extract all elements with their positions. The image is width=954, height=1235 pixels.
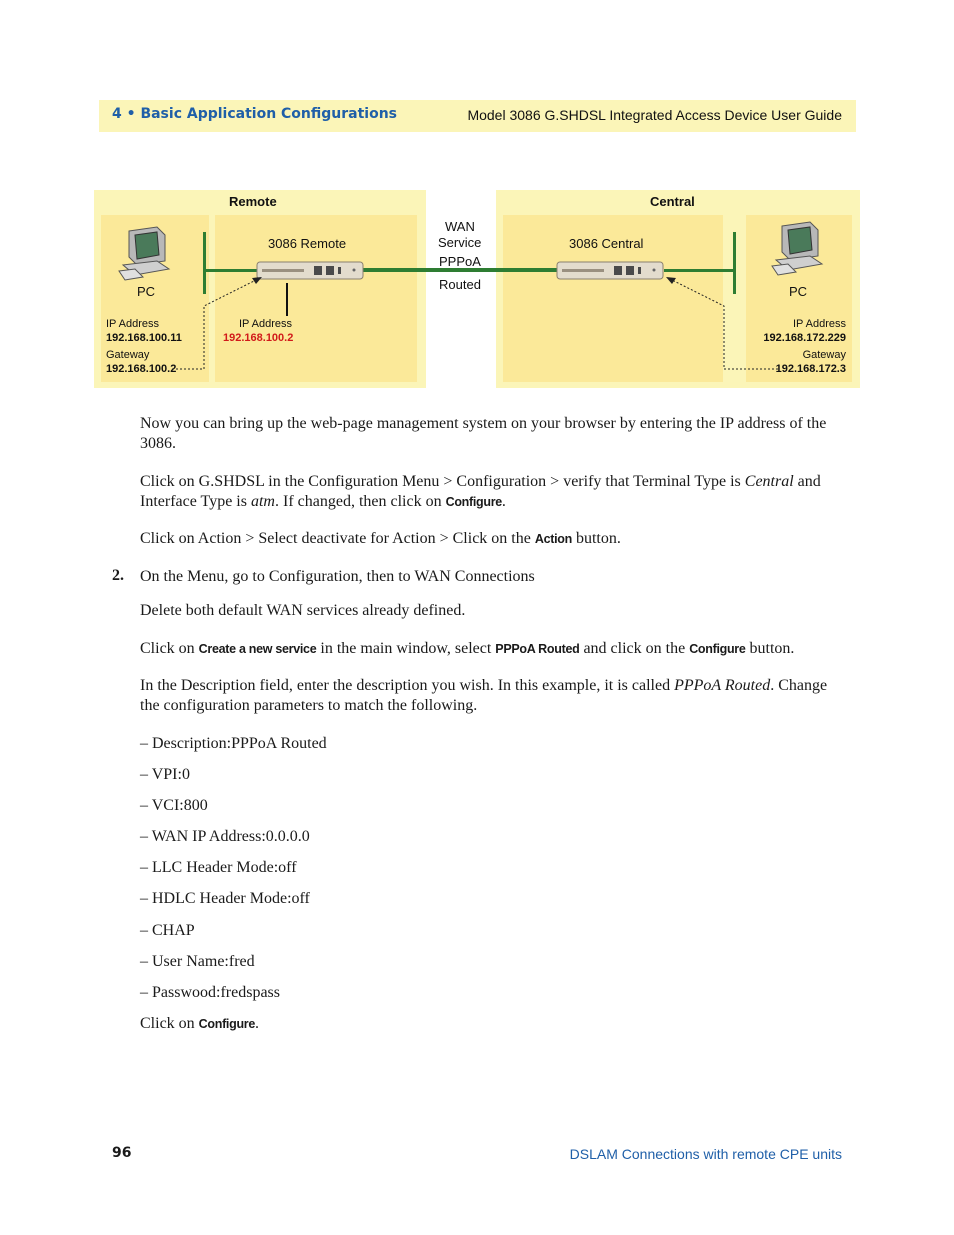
remote-ip-value: 192.168.100.11 bbox=[106, 332, 182, 344]
remote-device-ip-label: IP Address bbox=[239, 318, 292, 330]
remote-gateway-value: 192.168.100.2 bbox=[106, 363, 177, 375]
remote-gateway-label: Gateway bbox=[106, 349, 150, 361]
wan-label-line1: WAN bbox=[445, 219, 475, 234]
central-device-label: 3086 Central bbox=[569, 236, 644, 251]
configure-button-ref: Configure bbox=[689, 642, 746, 656]
list-item: – Passwood:fredspass bbox=[140, 984, 280, 1001]
configure-button-ref: Configure bbox=[198, 1017, 255, 1031]
central-ip-value: 192.168.172.229 bbox=[763, 332, 846, 344]
remote-title: Remote bbox=[229, 194, 277, 209]
remote-pc-label: PC bbox=[137, 284, 156, 299]
step-2-text: On the Menu, go to Configuration, then to WAN Connections bbox=[140, 568, 535, 585]
remote-pc-icon bbox=[117, 225, 177, 281]
paragraph-final-configure: Click on Configure. bbox=[140, 1015, 259, 1032]
configure-button-ref: Configure bbox=[445, 495, 502, 509]
central-pc-label: PC bbox=[789, 284, 808, 299]
paragraph-create-service: Click on Create a new service in the main window, select PPPoA Routed and click on the Configure button. bbox=[140, 640, 795, 657]
paragraph-delete: Delete both default WAN services already defined. bbox=[140, 602, 466, 619]
central-gateway-label: Gateway bbox=[802, 349, 846, 361]
remote-device-label: 3086 Remote bbox=[268, 236, 347, 251]
step-number: 2. bbox=[112, 567, 124, 584]
paragraph-gshdsl: Click on G.SHDSL in the Configuration Menu > Configuration > verify that Terminal Type is Central and Interface Type is atm. If changed, then click on Configure. bbox=[140, 473, 821, 510]
central-3086-device-icon bbox=[556, 260, 666, 282]
wan-label-line2: Service bbox=[438, 235, 482, 250]
remote-device-ip-value: 192.168.100.2 bbox=[223, 332, 294, 344]
guide-title: Model 3086 G.SHDSL Integrated Access Device User Guide bbox=[467, 107, 842, 123]
central-pc-icon bbox=[770, 220, 830, 276]
create-service-ref: Create a new service bbox=[198, 642, 317, 656]
pppoa-routed-ref: PPPoA Routed bbox=[495, 642, 580, 656]
list-item: – VCI:800 bbox=[140, 797, 208, 814]
central-gateway-value: 192.168.172.3 bbox=[775, 363, 846, 375]
list-item: – LLC Header Mode:off bbox=[140, 859, 297, 876]
list-item: – User Name:fred bbox=[140, 953, 255, 970]
central-ip-label: IP Address bbox=[793, 318, 846, 330]
wan-label-line4: Routed bbox=[439, 277, 481, 292]
wan-label-line3: PPPoA bbox=[439, 254, 481, 269]
list-item: – CHAP bbox=[140, 922, 195, 939]
paragraph-description: In the Description field, enter the description you wish. In this example, it is called PPPoA Routed. Change the configuration parameters to match the following. bbox=[140, 677, 828, 714]
chapter-title: 4 • Basic Application Configurations bbox=[112, 106, 398, 122]
paragraph-action: Click on Action > Select deactivate for Action > Click on the Action button. bbox=[140, 530, 621, 547]
action-button-ref: Action bbox=[534, 532, 572, 546]
page-number: 96 bbox=[112, 1145, 132, 1161]
list-item: – HDLC Header Mode:off bbox=[140, 890, 310, 907]
paragraph-intro: Now you can bring up the web-page management system on your browser by entering the IP address of the 3086. bbox=[140, 415, 827, 452]
list-item: – VPI:0 bbox=[140, 766, 190, 783]
list-item: – WAN IP Address:0.0.0.0 bbox=[140, 828, 310, 845]
central-title: Central bbox=[650, 194, 695, 209]
central-gateway-arrow bbox=[660, 270, 780, 375]
remote-ip-label: IP Address bbox=[106, 318, 159, 330]
list-item: – Description:PPPoA Routed bbox=[140, 735, 327, 752]
footer-section-title: DSLAM Connections with remote CPE units bbox=[569, 1146, 842, 1162]
remote-gateway-arrow bbox=[170, 270, 290, 375]
